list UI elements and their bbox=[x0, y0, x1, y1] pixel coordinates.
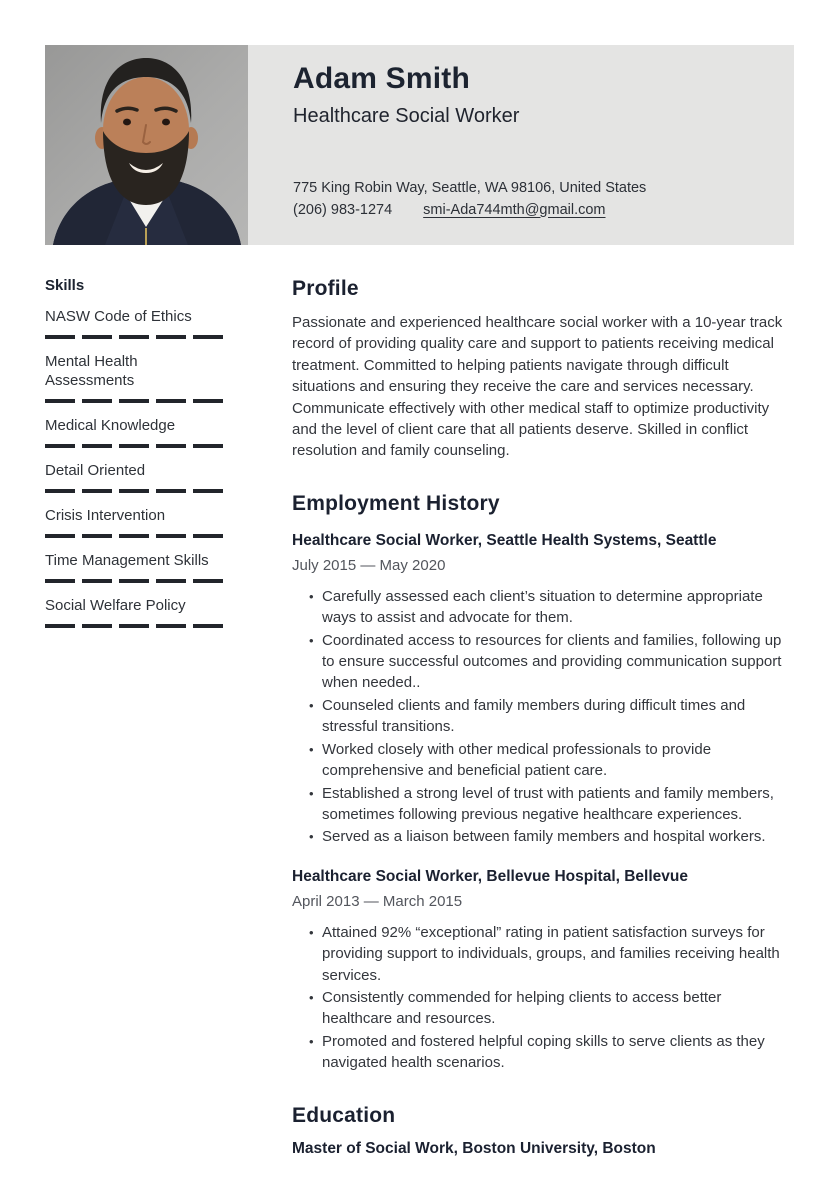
rating-segment bbox=[82, 335, 112, 339]
skill-label: Time Management Skills bbox=[45, 552, 209, 569]
skill-item bbox=[45, 307, 223, 339]
contact-line bbox=[293, 200, 794, 222]
bullet-text: Counseled clients and family members during difficult times and stressful transitions. bbox=[322, 696, 746, 736]
bullet-marker: • bbox=[309, 588, 314, 604]
main-column bbox=[292, 277, 795, 1158]
rating-segment bbox=[156, 579, 186, 583]
rating-segment bbox=[45, 534, 75, 538]
bullet-item bbox=[292, 987, 795, 1030]
rating-segment bbox=[156, 399, 186, 403]
profile-text: Passionate and experienced healthcare social worker with a 10-year track record of providing quality care and support to patients receiving medical treatment. Committed to helping patients navigate through difficult situations and ensuring they receive the care and services necessary. Communicate effectively with other medical staff to optimize productivity and the level of client care that all patients deserve. Skilled in conflict resolution and family counseling. bbox=[292, 314, 783, 460]
rating-segment bbox=[45, 399, 75, 403]
profile-heading: Profile bbox=[292, 277, 359, 300]
contact-block bbox=[293, 178, 794, 221]
skill-item bbox=[45, 596, 223, 628]
rating-segment bbox=[82, 534, 112, 538]
rating-segment bbox=[119, 399, 149, 403]
skill-item bbox=[45, 506, 223, 538]
bullet-text: Attained 92% “exceptional” rating in patient satisfaction surveys for providing support to individuals, groups, and families receiving health services. bbox=[322, 923, 780, 984]
bullet-text: Coordinated access to resources for clients and families, following up to ensure successful outcomes and providing communication support when needed.. bbox=[322, 631, 782, 692]
skill-rating-bar bbox=[45, 444, 223, 448]
rating-segment bbox=[82, 399, 112, 403]
section-profile bbox=[292, 277, 795, 462]
bullet-text: Carefully assessed each client’s situation to determine appropriate ways to assist and advocate for them. bbox=[322, 587, 763, 627]
skill-label: NASW Code of Ethics bbox=[45, 308, 192, 325]
rating-segment bbox=[193, 444, 223, 448]
rating-segment bbox=[156, 444, 186, 448]
rating-segment bbox=[82, 444, 112, 448]
skill-label: Detail Oriented bbox=[45, 462, 146, 479]
rating-segment bbox=[82, 624, 112, 628]
employment-heading: Employment History bbox=[292, 491, 500, 515]
skill-label: Crisis Intervention bbox=[45, 507, 166, 524]
rating-segment bbox=[45, 444, 75, 448]
job-bullets bbox=[292, 922, 795, 1074]
rating-segment bbox=[82, 489, 112, 493]
email-link[interactable]: smi-Ada744mth@gmail.com bbox=[423, 201, 606, 218]
bullet-item bbox=[292, 586, 795, 629]
rating-segment bbox=[193, 335, 223, 339]
bullet-item bbox=[292, 1031, 795, 1074]
bullet-text: Promoted and fostered helpful coping skills to serve clients as they navigated health scenarios. bbox=[322, 1032, 765, 1072]
candidate-title: Healthcare Social Worker bbox=[293, 105, 520, 127]
rating-segment bbox=[193, 579, 223, 583]
job-entry bbox=[292, 866, 795, 1074]
bullet-marker: • bbox=[309, 785, 314, 801]
rating-segment bbox=[156, 489, 186, 493]
job-dates: July 2015 — May 2020 bbox=[292, 556, 446, 574]
skill-rating-bar bbox=[45, 335, 223, 339]
header bbox=[45, 45, 794, 245]
bullet-item bbox=[292, 630, 795, 694]
rating-segment bbox=[193, 399, 223, 403]
rating-segment bbox=[119, 489, 149, 493]
section-education bbox=[292, 1104, 795, 1158]
rating-segment bbox=[156, 335, 186, 339]
rating-segment bbox=[119, 624, 149, 628]
rating-segment bbox=[119, 444, 149, 448]
rating-segment bbox=[119, 335, 149, 339]
job-dates: April 2013 — March 2015 bbox=[292, 892, 463, 910]
skill-item bbox=[45, 461, 223, 493]
education-heading: Education bbox=[292, 1103, 396, 1127]
bullet-item bbox=[292, 739, 795, 782]
bullet-marker: • bbox=[309, 829, 314, 845]
sidebar-skills bbox=[45, 277, 223, 1158]
rating-segment bbox=[193, 489, 223, 493]
rating-segment bbox=[119, 534, 149, 538]
bullet-marker: • bbox=[309, 632, 314, 648]
bullet-text: Established a strong level of trust with patients and family members, sometimes following previous negative healthcare experiences. bbox=[322, 784, 774, 823]
rating-segment bbox=[45, 335, 75, 339]
skill-item bbox=[45, 551, 223, 583]
skill-label: Mental Health Assessments bbox=[45, 353, 138, 389]
bullet-marker: • bbox=[309, 697, 314, 713]
rating-segment bbox=[156, 534, 186, 538]
rating-segment bbox=[156, 624, 186, 628]
bullet-marker: • bbox=[309, 989, 314, 1005]
skill-rating-bar bbox=[45, 489, 223, 493]
bullet-marker: • bbox=[309, 1033, 314, 1049]
skill-label: Medical Knowledge bbox=[45, 417, 176, 434]
skill-rating-bar bbox=[45, 579, 223, 583]
rating-segment bbox=[45, 624, 75, 628]
skill-label: Social Welfare Policy bbox=[45, 597, 186, 614]
bullet-item bbox=[292, 922, 795, 986]
rating-segment bbox=[45, 579, 75, 583]
job-bullets bbox=[292, 586, 795, 848]
bullet-item bbox=[292, 783, 795, 826]
header-info bbox=[248, 45, 794, 245]
bullet-marker: • bbox=[309, 924, 314, 940]
candidate-name: Adam Smith bbox=[293, 62, 471, 95]
bullet-marker: • bbox=[309, 741, 314, 757]
job-entry bbox=[292, 530, 795, 848]
body-columns bbox=[45, 277, 795, 1158]
bullet-text: Worked closely with other medical professionals to provide comprehensive and beneficial patient care. bbox=[322, 740, 712, 780]
profile-photo bbox=[45, 45, 248, 245]
contact-address: 775 King Robin Way, Seattle, WA 98106, United States bbox=[293, 180, 647, 196]
bullet-text: Served as a liaison between family members and hospital workers. bbox=[322, 828, 766, 846]
skill-rating-bar bbox=[45, 534, 223, 538]
bullet-text: Consistently commended for helping clients to access better healthcare and resources. bbox=[322, 988, 722, 1028]
skill-item bbox=[45, 352, 223, 403]
rating-segment bbox=[193, 624, 223, 628]
rating-segment bbox=[45, 489, 75, 493]
skill-rating-bar bbox=[45, 399, 223, 403]
job-title: Healthcare Social Worker, Bellevue Hospital, Bellevue bbox=[292, 867, 688, 885]
section-employment bbox=[292, 492, 795, 1074]
skill-rating-bar bbox=[45, 624, 223, 628]
skills-heading: Skills bbox=[45, 277, 85, 294]
job-title: Healthcare Social Worker, Seattle Health Systems, Seattle bbox=[292, 531, 717, 549]
bullet-item bbox=[292, 826, 795, 847]
rating-segment bbox=[119, 579, 149, 583]
rating-segment bbox=[82, 579, 112, 583]
skill-item bbox=[45, 416, 223, 448]
education-degree: Master of Social Work, Boston University, Boston bbox=[292, 1139, 656, 1157]
bullet-item bbox=[292, 695, 795, 738]
rating-segment bbox=[193, 534, 223, 538]
contact-phone: (206) 983-1274 bbox=[293, 201, 393, 218]
